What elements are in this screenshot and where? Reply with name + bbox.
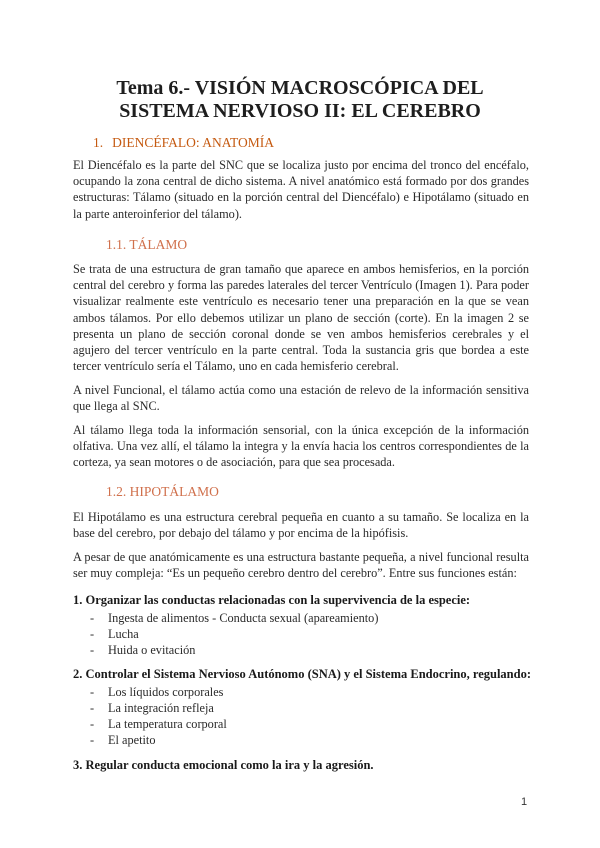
- list-item: - Lucha: [90, 627, 139, 641]
- list-item: - Huida o evitación: [90, 643, 196, 657]
- page-title-line-1: Tema 6.- VISIÓN MACROSCÓPICA DEL: [116, 77, 484, 99]
- paragraph-hipotalamo-1: El Hipotálamo es una estructura cerebral pequeña en cuanto a su tamaño. Se localiza en la base del cerebro, por debajo del tálamo y por encima de la hipófisis.: [73, 510, 529, 541]
- list-item: - Ingesta de alimentos - Conducta sexual (apareamiento): [90, 611, 379, 625]
- function-1-list: [88, 610, 378, 658]
- section-heading-diencefalo: [93, 135, 274, 151]
- paragraph-talamo-1: Se trata de una estructura de gran tamaño que aparece en ambos hemisferios, en la porción central del cerebro y forma las paredes laterales del tercer Ventrículo (Imagen 1). Para poder visualizar realmente este ventrículo es necesario tener una preparación en la que se vean ambos tálamos. Por ello debemos utilizar un plano de sección (corte). En la imagen 2 se presenta un plano de sección coronal donde se ven ambos hemisferios cerebrales y el agujero del tercer ventrículo en la parte central. Toda la sustancia gris que bordea a este tercer ventrículo sería el Tálamo, uno en cada hemisferio cerebral.: [73, 262, 529, 374]
- paragraph-talamo-3: Al tálamo llega toda la información sensorial, con la única excepción de la información olfativa. Una vez allí, el tálamo la integra y la envía hacia los centros correspondientes de la corteza, ya sean motores o de asociación, para que sea procesada.: [73, 423, 529, 470]
- page-number: 1: [521, 796, 528, 808]
- page-title-line-2: SISTEMA NERVIOSO II: EL CEREBRO: [119, 100, 481, 122]
- list-item: - La temperatura corporal: [90, 717, 227, 731]
- list-item: - La integración refleja: [90, 701, 214, 715]
- function-3-title: 3. Regular conducta emocional como la ira y la agresión.: [73, 758, 374, 772]
- dash-marker: -: [90, 717, 95, 731]
- dash-marker: -: [90, 701, 95, 715]
- function-1-title: 1. Organizar las conductas relacionadas con la supervivencia de la especie:: [73, 593, 471, 607]
- paragraph-diencefalo-intro: El Diencéfalo es la parte del SNC que se localiza justo por encima del tronco del encéfalo, ocupando la zona central de dicho sistema. A nivel anatómico está formado por dos grandes estructuras: Tálamo (situado en la porción central del Diencéfalo) e Hipotálamo (situado en la parte anteroinferior del tálamo).: [73, 158, 529, 221]
- list-item: - El apetito: [90, 733, 156, 747]
- dash-marker: -: [90, 611, 95, 625]
- dash-marker: -: [90, 627, 95, 641]
- paragraph-talamo-2: A nivel Funcional, el tálamo actúa como una estación de relevo de la información sensitiva que llega al SNC.: [73, 383, 529, 414]
- subsection-heading-talamo: 1.1. TÁLAMO: [106, 237, 188, 252]
- dash-marker: -: [90, 685, 95, 699]
- subsection-heading-hipotalamo: 1.2. HIPOTÁLAMO: [106, 484, 219, 499]
- section-number: 1.: [93, 135, 104, 150]
- function-2-title: 2. Controlar el Sistema Nervioso Autónomo (SNA) y el Sistema Endocrino, regulando:: [73, 667, 531, 681]
- paragraph-hipotalamo-2: A pesar de que anatómicamente es una estructura bastante pequeña, a nivel funcional resulta ser muy compleja: “Es un pequeño cerebro dentro del cerebro”. Entre sus funciones están:: [73, 550, 529, 581]
- dash-marker: -: [90, 733, 95, 747]
- dash-marker: -: [90, 643, 95, 657]
- function-2-list: [88, 684, 227, 748]
- list-item: - Los líquidos corporales: [90, 685, 224, 699]
- section-heading-text: DIENCÉFALO: ANATOMÍA: [112, 135, 274, 150]
